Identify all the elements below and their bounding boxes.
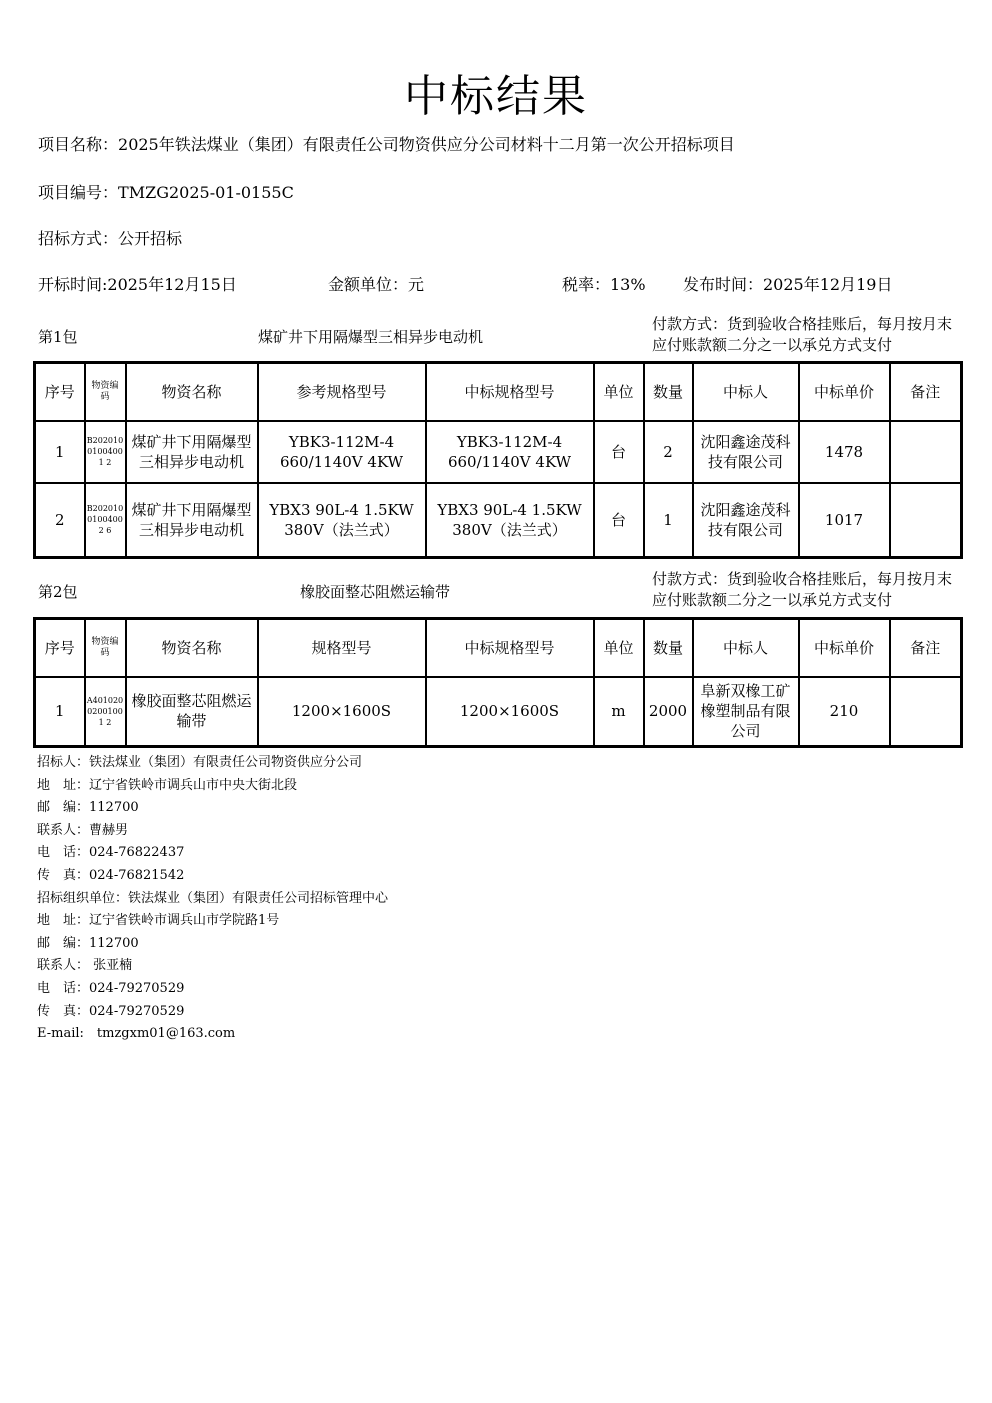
- table-row: [35, 421, 962, 483]
- material-name: 煤矿井下用隔爆型三相异步电动机: [126, 421, 258, 483]
- tenderer-phone: 电 话：024-76822437: [37, 845, 185, 861]
- unit-price: 1478: [799, 421, 890, 483]
- material-code: A40102002001001 2: [85, 677, 126, 747]
- header-cell: 规格型号: [258, 619, 426, 677]
- header-cell: 中标单价: [799, 619, 890, 677]
- contact-info: [37, 752, 388, 1046]
- package-1-label: 第1包: [38, 328, 78, 346]
- note: [890, 483, 962, 558]
- agency-address: 地 址：辽宁省铁岭市调兵山市学院路1号: [37, 913, 280, 929]
- quantity: 2: [644, 421, 693, 483]
- header-cell: 中标人: [693, 619, 799, 677]
- package-1-payment: 付款方式：货到验收合格挂账后，每月按月末应付账款额二分之一以承兑方式支付: [652, 315, 953, 354]
- unit-price: 210: [799, 677, 890, 747]
- ref-spec: YBX3 90L-4 1.5KW 380V（法兰式）: [258, 483, 426, 558]
- agency-postcode: 邮 编：112700: [37, 935, 139, 951]
- ref-spec: YBK3-112M-4 660/1140V 4KW: [258, 421, 426, 483]
- win-spec: 1200×1600S: [426, 677, 594, 747]
- package-1-table: [33, 361, 963, 559]
- bid-method: 公开招标: [118, 229, 183, 248]
- agency-email: E-mail: tmzgxm01@163.com: [37, 1026, 236, 1042]
- material-name: 橡胶面整芯阻燃运输带: [126, 677, 258, 747]
- note: [890, 421, 962, 483]
- bid-method-line: [38, 226, 182, 249]
- package-2-name: 橡胶面整芯阻燃运输带: [300, 583, 451, 601]
- project-code: TMZG2025-01-0155C: [118, 183, 294, 202]
- bid-method-label: 招标方式：: [38, 229, 119, 248]
- winner: 阜新双橡工矿橡塑制品有限公司: [693, 677, 799, 747]
- table-header-row: [35, 619, 962, 677]
- header-cell: 备注: [890, 619, 962, 677]
- tenderer-postcode: 邮 编：112700: [37, 800, 139, 816]
- ref-spec: 1200×1600S: [258, 677, 426, 747]
- header-cell: 物资名称: [126, 363, 258, 421]
- package-2-table: [33, 617, 963, 748]
- material-code: B20201001004001 2: [85, 421, 126, 483]
- unit: 台: [594, 421, 644, 483]
- material-name: 煤矿井下用隔爆型三相异步电动机: [126, 483, 258, 558]
- unit-price: 1017: [799, 483, 890, 558]
- project-name: 2025年铁法煤业（集团）有限责任公司物资供应分公司材料十二月第一次公开招标项目: [118, 135, 735, 154]
- agency-contact: 联系人： 张亚楠: [37, 958, 133, 974]
- row-no: 1: [35, 677, 85, 747]
- agency: 招标组织单位：铁法煤业（集团）有限责任公司招标管理中心: [37, 890, 389, 906]
- header-cell: 数量: [644, 619, 693, 677]
- open-time: 开标时间:2025年12月15日: [38, 275, 237, 294]
- header-cell: 中标规格型号: [426, 363, 594, 421]
- quantity: 2000: [644, 677, 693, 747]
- winner: 沈阳鑫途茂科技有限公司: [693, 421, 799, 483]
- package-2-label: 第2包: [38, 583, 78, 601]
- note: [890, 677, 962, 747]
- header-cell: 中标规格型号: [426, 619, 594, 677]
- header-cell: 中标单价: [799, 363, 890, 421]
- project-name-line: [38, 132, 735, 155]
- table-header-row: [35, 363, 962, 421]
- material-code: B20201001004002 6: [85, 483, 126, 558]
- row-no: 1: [35, 421, 85, 483]
- tenderer: 招标人：铁法煤业（集团）有限责任公司物资供应分公司: [37, 755, 363, 770]
- publish-time: 发布时间：2025年12月19日: [683, 275, 893, 294]
- tax-rate: 税率：13%: [562, 275, 646, 294]
- header-cell: 物资编码: [85, 619, 126, 677]
- header-cell: 数量: [644, 363, 693, 421]
- table-row: [35, 483, 962, 558]
- project-code-label: 项目编号：: [38, 183, 119, 202]
- agency-phone: 电 话：024-79270529: [37, 980, 185, 996]
- agency-fax: 传 真：024-79270529: [37, 1003, 185, 1019]
- unit: 台: [594, 483, 644, 558]
- tenderer-contact: 联系人：曹赫男: [37, 822, 129, 838]
- row-no: 2: [35, 483, 85, 558]
- page-title: 中标结果: [404, 71, 588, 122]
- win-spec: YBK3-112M-4 660/1140V 4KW: [426, 421, 594, 483]
- project-code-line: [38, 180, 294, 203]
- win-spec: YBX3 90L-4 1.5KW 380V（法兰式）: [426, 483, 594, 558]
- header-cell: 单位: [594, 619, 644, 677]
- package-2-payment: 付款方式：货到验收合格挂账后，每月按月末应付账款额二分之一以承兑方式支付: [652, 570, 953, 609]
- table-row: [35, 677, 962, 747]
- header-cell: 备注: [890, 363, 962, 421]
- header-cell: 序号: [35, 619, 85, 677]
- header-cell: 序号: [35, 363, 85, 421]
- header-cell: 中标人: [693, 363, 799, 421]
- unit: m: [594, 677, 644, 747]
- project-name-label: 项目名称：: [38, 135, 119, 154]
- quantity: 1: [644, 483, 693, 558]
- winner: 沈阳鑫途茂科技有限公司: [693, 483, 799, 558]
- currency-unit: 金额单位：元: [328, 275, 425, 294]
- header-cell: 单位: [594, 363, 644, 421]
- tenderer-address: 地 址：辽宁省铁岭市调兵山市中央大街北段: [37, 777, 298, 793]
- header-cell: 物资名称: [126, 619, 258, 677]
- tenderer-fax: 传 真：024-76821542: [37, 867, 185, 883]
- header-cell: 物资编码: [85, 363, 126, 421]
- header-cell: 参考规格型号: [258, 363, 426, 421]
- package-1-name: 煤矿井下用隔爆型三相异步电动机: [258, 328, 484, 346]
